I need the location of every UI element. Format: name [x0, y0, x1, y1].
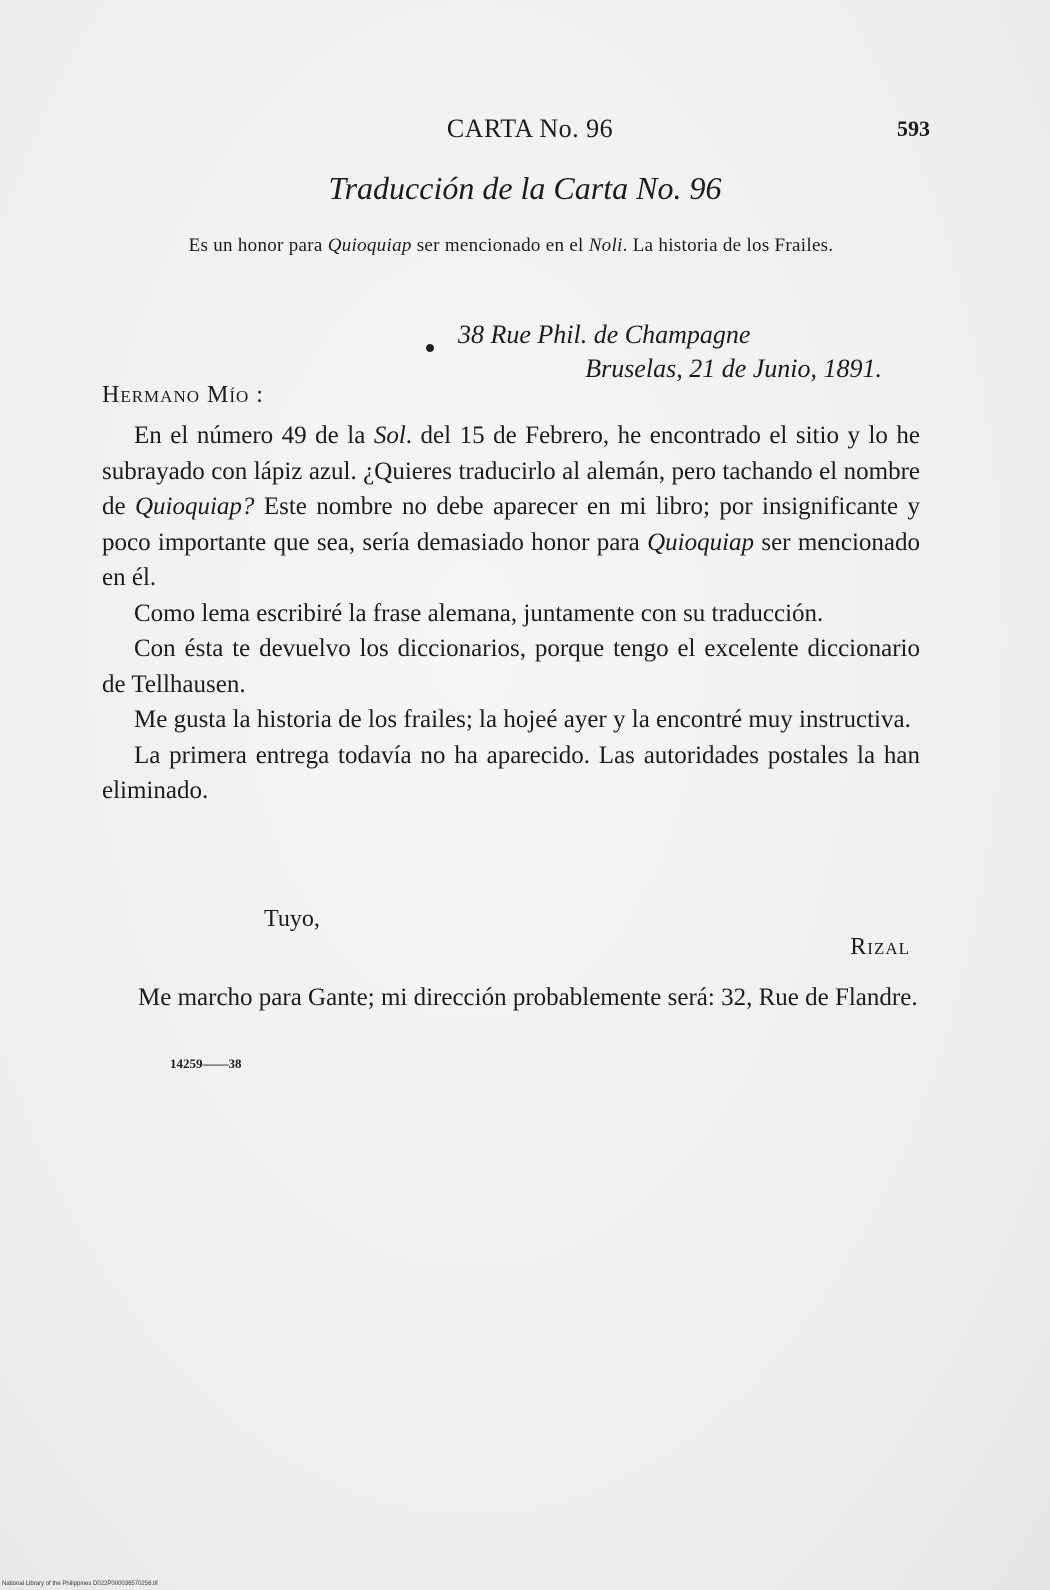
address-line: 38 Rue Phil. de Champagne	[458, 320, 751, 349]
summary-name: Quioquiap	[327, 235, 412, 256]
sender-address	[420, 318, 890, 386]
postscript-text: Me marcho para Gante; mi dirección probablemente será: 32, Rue de Flandre.	[138, 984, 918, 1011]
paragraph: Con ésta te devuelvo los diccionarios, porque tengo el excelente diccionario de Tellhausen.	[102, 635, 920, 698]
page-number: 593	[897, 116, 930, 141]
footer-source: National Library of the Philippines D022P000036570256.tif	[2, 1581, 158, 1587]
signature: Rizal	[850, 934, 910, 960]
text-run: ser mencionado en él.	[102, 528, 920, 591]
running-head	[100, 114, 930, 148]
print-code: 14259——38	[170, 1056, 242, 1071]
running-title: CARTA No. 96	[446, 114, 614, 143]
summary-text: Es un honor para	[188, 235, 328, 256]
closing: Tuyo,	[264, 906, 320, 932]
paragraph: La primera entrega todavía no ha aparecido. Las autoridades postales la han eliminado.	[102, 741, 920, 804]
date-line: Bruselas, 21 de Junio, 1891.	[585, 354, 882, 383]
text-run: En el número 49 de la	[134, 422, 374, 449]
text-run: Este nombre no debe aparecer en mi libro; por insignificante y poco importante que sea, sería demasiado honor para	[102, 493, 920, 556]
salutation: Hermano Mío :	[102, 382, 264, 408]
letter-body	[102, 418, 920, 809]
paragraph: Como lema escribiré la frase alemana, juntamente con su traducción.	[134, 599, 824, 627]
summary-name: Noli	[588, 235, 623, 256]
paragraph: Me gusta la historia de los frailes; la hojeé ayer y la encontré muy instructiva.	[134, 706, 911, 733]
paragraph	[102, 418, 920, 596]
text-run-italic: Quioquiap?	[134, 493, 255, 520]
summary-text: ser mencionado en el	[411, 235, 589, 256]
text-run-italic: Quioquiap	[647, 528, 755, 556]
letter-title: Traducción de la Carta No. 96	[328, 170, 722, 206]
letter-summary	[100, 232, 922, 260]
summary-text: . La historia de los Frailes.	[622, 235, 834, 256]
text-run: . del 15 de Febrero, he encontrado el sitio y lo he subrayado con lápiz azul. ¿Quieres traducirlo al alemán, pero tachando el nombre de	[102, 422, 920, 520]
postscript	[102, 980, 924, 1016]
text-run-italic: Sol	[373, 422, 406, 449]
